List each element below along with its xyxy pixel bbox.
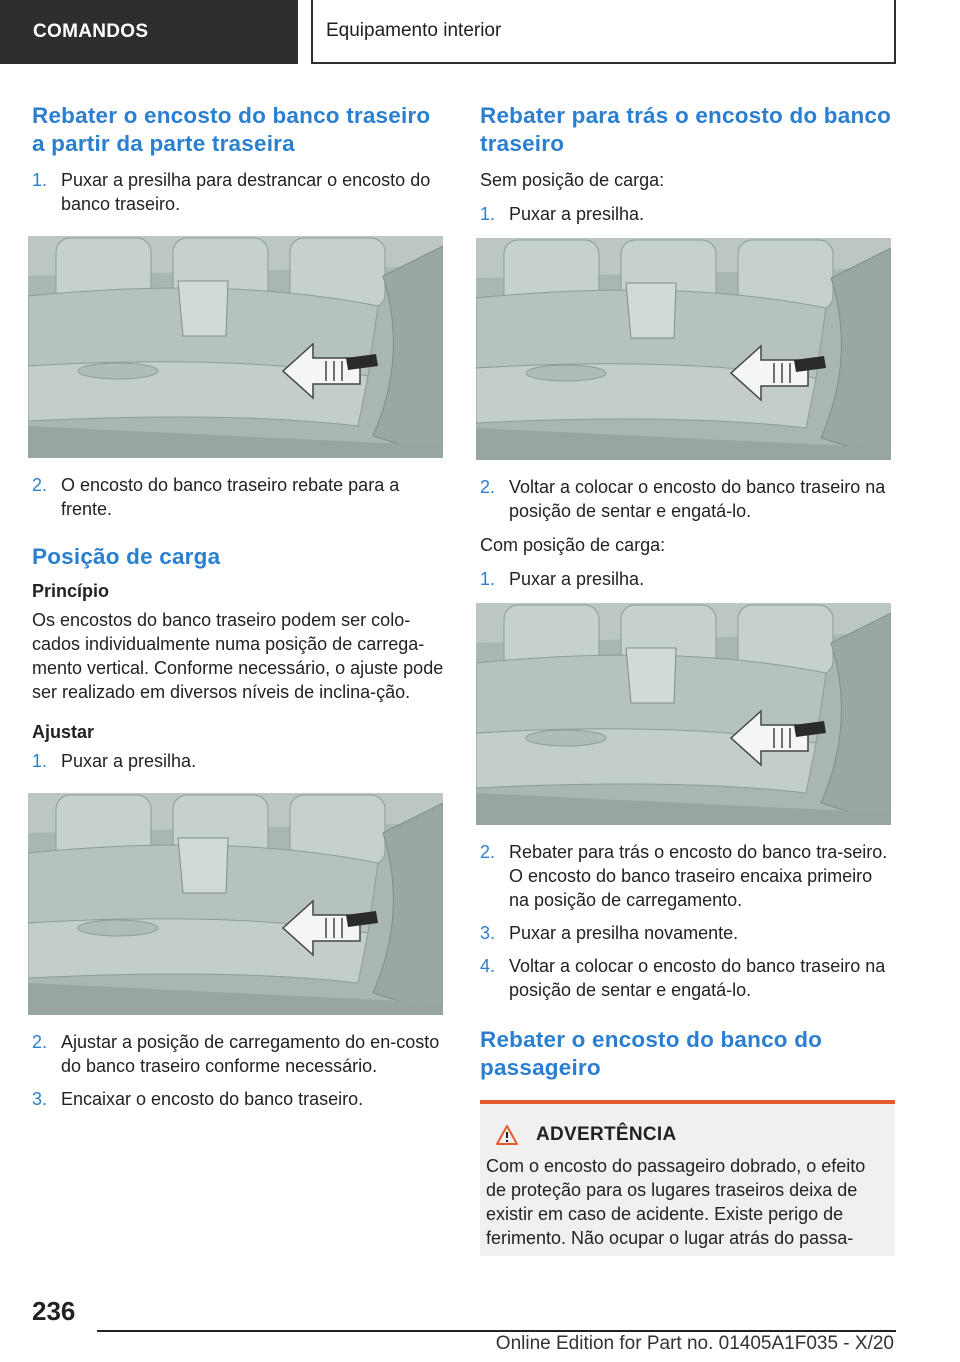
list-item xyxy=(32,749,444,773)
list-item xyxy=(32,168,444,216)
step-number: 4. xyxy=(480,956,496,976)
fold-steps-continued xyxy=(32,473,444,521)
without-load-steps xyxy=(480,202,895,226)
step-number: 2. xyxy=(32,475,48,495)
step-number: 1. xyxy=(32,751,48,771)
step-text: Voltar a colocar o encosto do banco traseiro na posição de sentar e engatá-lo. xyxy=(509,477,886,521)
seat-illustration-4 xyxy=(476,603,891,825)
seat-illustration-3 xyxy=(476,238,891,460)
page-header xyxy=(0,0,960,66)
list-item xyxy=(32,1087,444,1111)
step-number: 1. xyxy=(480,204,496,224)
list-item xyxy=(32,1030,444,1078)
step-text: Rebater para trás o encosto do banco tra-seiro. O encosto do banco traseiro encaixa primeiro na posição de carregamento. xyxy=(509,842,888,910)
principle-text: Os encostos do banco traseiro podem ser colo-cados individualmente numa posição de carrega-mento vertical. Conforme necessário, o ajuste pode ser realizado em diversos níveis de inclina-ção. xyxy=(32,610,444,702)
step-text: Puxar a presilha novamente. xyxy=(509,923,739,943)
step-number: 1. xyxy=(480,569,496,589)
step-number: 2. xyxy=(32,1032,48,1052)
edition-note: Online Edition for Part no. 01405A1F035 - X/20 xyxy=(495,1333,894,1354)
list-item xyxy=(480,202,895,226)
warning-title: ADVERTÊNCIA xyxy=(536,1124,677,1145)
list-item xyxy=(480,954,895,1002)
step-number: 2. xyxy=(480,842,496,862)
subheading-principle: Princípio xyxy=(32,581,110,601)
heading-fold-back: Rebater para trás o encosto do banco traseiro xyxy=(480,103,892,156)
chapter-title: Equipamento interior xyxy=(311,0,896,64)
warning-triangle-icon xyxy=(496,1125,518,1145)
warning-box xyxy=(480,1100,895,1256)
seat-illustration-1 xyxy=(28,236,443,458)
heading-fold-from-rear: Rebater o encosto do banco traseiro a partir da parte traseira xyxy=(32,103,431,156)
step-text: Puxar a presilha para destrancar o encosto do banco traseiro. xyxy=(61,170,431,214)
without-load-position: Sem posição de carga: xyxy=(480,170,665,190)
step-number: 1. xyxy=(32,170,48,190)
step-text: O encosto do banco traseiro rebate para a frente. xyxy=(61,475,400,519)
adjust-steps-continued xyxy=(32,1030,444,1111)
fold-steps xyxy=(32,168,444,216)
step-text: Puxar a presilha. xyxy=(509,569,645,589)
list-item xyxy=(32,473,444,521)
footer-divider xyxy=(97,1330,896,1332)
adjust-steps xyxy=(32,749,444,773)
step-text: Puxar a presilha. xyxy=(61,751,197,771)
step-number: 3. xyxy=(32,1089,48,1109)
page-number: 236 xyxy=(32,1296,76,1326)
step-number: 2. xyxy=(480,477,496,497)
subheading-adjust: Ajustar xyxy=(32,722,95,742)
list-item xyxy=(480,567,895,591)
step-number: 3. xyxy=(480,923,496,943)
section-label: COMANDOS xyxy=(0,0,298,64)
list-item xyxy=(480,921,895,945)
with-load-steps-continued xyxy=(480,840,895,1002)
warning-header xyxy=(486,1124,889,1146)
with-load-position: Com posição de carga: xyxy=(480,535,666,555)
step-text: Ajustar a posição de carregamento do en-costo do banco traseiro conforme necessário. xyxy=(61,1032,440,1076)
step-text: Puxar a presilha. xyxy=(509,204,645,224)
list-item xyxy=(480,475,895,523)
step-text: Voltar a colocar o encosto do banco traseiro na posição de sentar e engatá-lo. xyxy=(509,956,886,1000)
right-column xyxy=(480,102,895,1256)
heading-passenger-backrest: Rebater o encosto do banco do passageiro xyxy=(480,1027,823,1080)
seat-illustration-2 xyxy=(28,793,443,1015)
heading-load-position: Posição de carga xyxy=(32,544,221,569)
with-load-steps xyxy=(480,567,895,591)
list-item xyxy=(480,840,895,912)
without-load-steps-continued xyxy=(480,475,895,523)
warning-text: Com o encosto do passageiro dobrado, o efeito de proteção para os lugares traseiros deixa de existir em caso de acidente. Existe perigo de ferimento. Não ocupar o lugar atrás do passa- xyxy=(486,1156,866,1248)
left-column xyxy=(32,102,444,1121)
step-text: Encaixar o encosto do banco traseiro. xyxy=(61,1089,364,1109)
